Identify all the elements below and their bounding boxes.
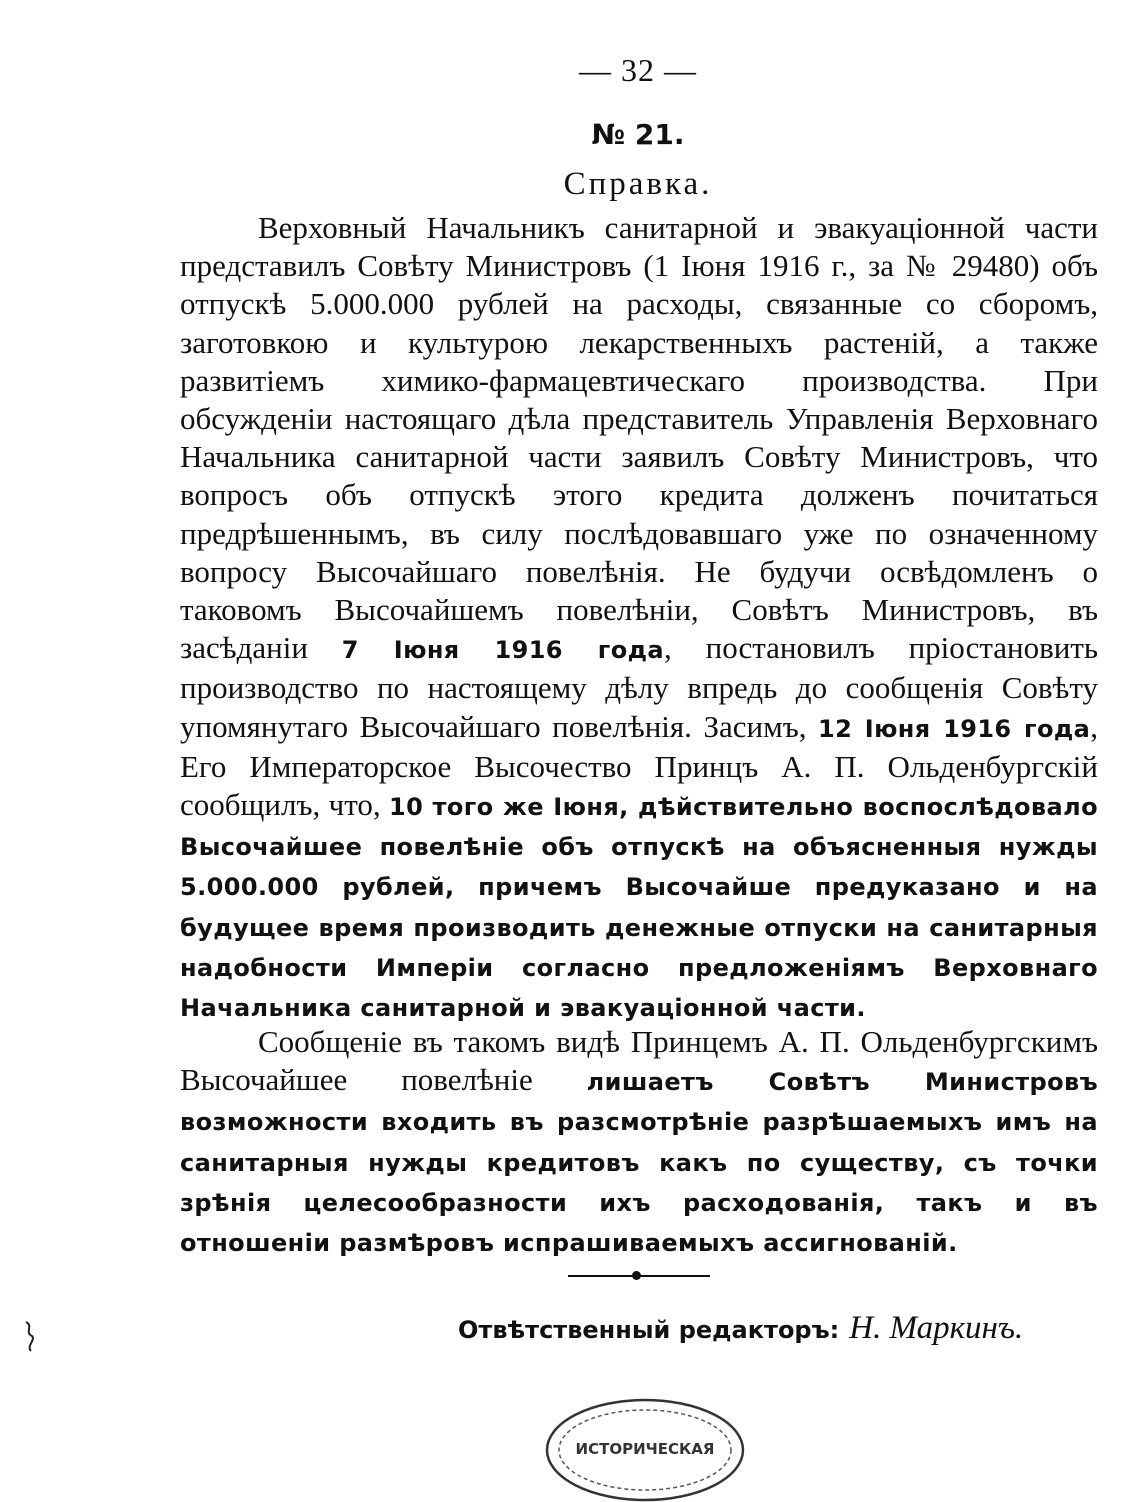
p1-text-1: Верховный Начальникъ санитарной и эвакуаціонной части представилъ Совѣту Министровъ (1 Іюня 1916 г., за № 29480) объ отпускѣ 5.000.000 рублей на расходы, связанные со сборомъ, заготовкою и культурою лекарственныхъ растеній, а также развитіемъ химико-фармацевтическаго производства. При обсужденіи настоящаго дѣла представитель Управленія Верховнаго Начальника санитарной части заявилъ Совѣту Министровъ, что вопросъ объ отпускѣ этого кредита долженъ почитаться предрѣшеннымъ, въ силу послѣдовавшаго уже по означенному вопросу Высочайшаго повелѣнія. Не будучи освѣдомленъ о таковомъ Высочайшемъ повелѣніи, Совѣтъ Министровъ, въ засѣданіи [180,210,1098,666]
svg-text:ИСТОРИЧЕСКАЯ: ИСТОРИЧЕСКАЯ [575,1440,715,1458]
p1-text-3: , Его Императорское Высочество Принцъ А. П. Ольденбургскій сообщилъ, что, [180,708,1099,823]
document-title: Справка. [563,166,713,202]
p1-date-1: 7 Іюня 1916 года [341,636,664,665]
signature-name: Н. Маркинъ. [849,1310,1024,1346]
library-stamp [540,1392,750,1502]
signature-line [458,1310,1023,1347]
p1-bold-passage: 10 того же Іюня, дѣйствительно воспослѣдовало Высочайшее повелѣніе объ отпускѣ на объясненныя нужды 5.000.000 рублей, причемъ Высочайше предуказано и на будущее время производить денежные отпуски на санитарныя надобности Имперіи согласно предложеніямъ Верховнаго Начальника санитарной и эвакуаціонной части. [180,793,1098,1023]
divider-ornament [632,1271,641,1280]
signature-label: Отвѣтственный редакторъ: [458,1316,840,1344]
body-paragraph-1 [180,209,1098,1027]
p1-text-2: , постановилъ пріостановить производство по настоящему дѣлу впредь до сообщенія Совѣту упомянутаго Высочайшаго повелѣнія. Засимъ, [180,630,1099,744]
p1-date-2: 12 Іюня 1916 года [818,714,1091,743]
p2-text-1: Сообщеніе въ такомъ видѣ Принцемъ А. П. Ольденбургскимъ Высочайшее повелѣніе [180,1024,1098,1098]
document-number: № 21. [591,118,685,151]
page-number: — 32 — [579,52,697,88]
p2-bold-passage: лишаетъ Совѣтъ Министровъ возможности входить въ разсмотрѣніе разрѣшаемыхъ имъ на санитарныя нужды кредитовъ какъ по существу, съ точки зрѣнія целесообразности ихъ расходованія, такъ и въ отношеніи размѣровъ испрашиваемыхъ ассигнованій. [180,1068,1099,1258]
body-paragraph-2 [180,1023,1098,1262]
margin-scribble [22,1318,38,1354]
